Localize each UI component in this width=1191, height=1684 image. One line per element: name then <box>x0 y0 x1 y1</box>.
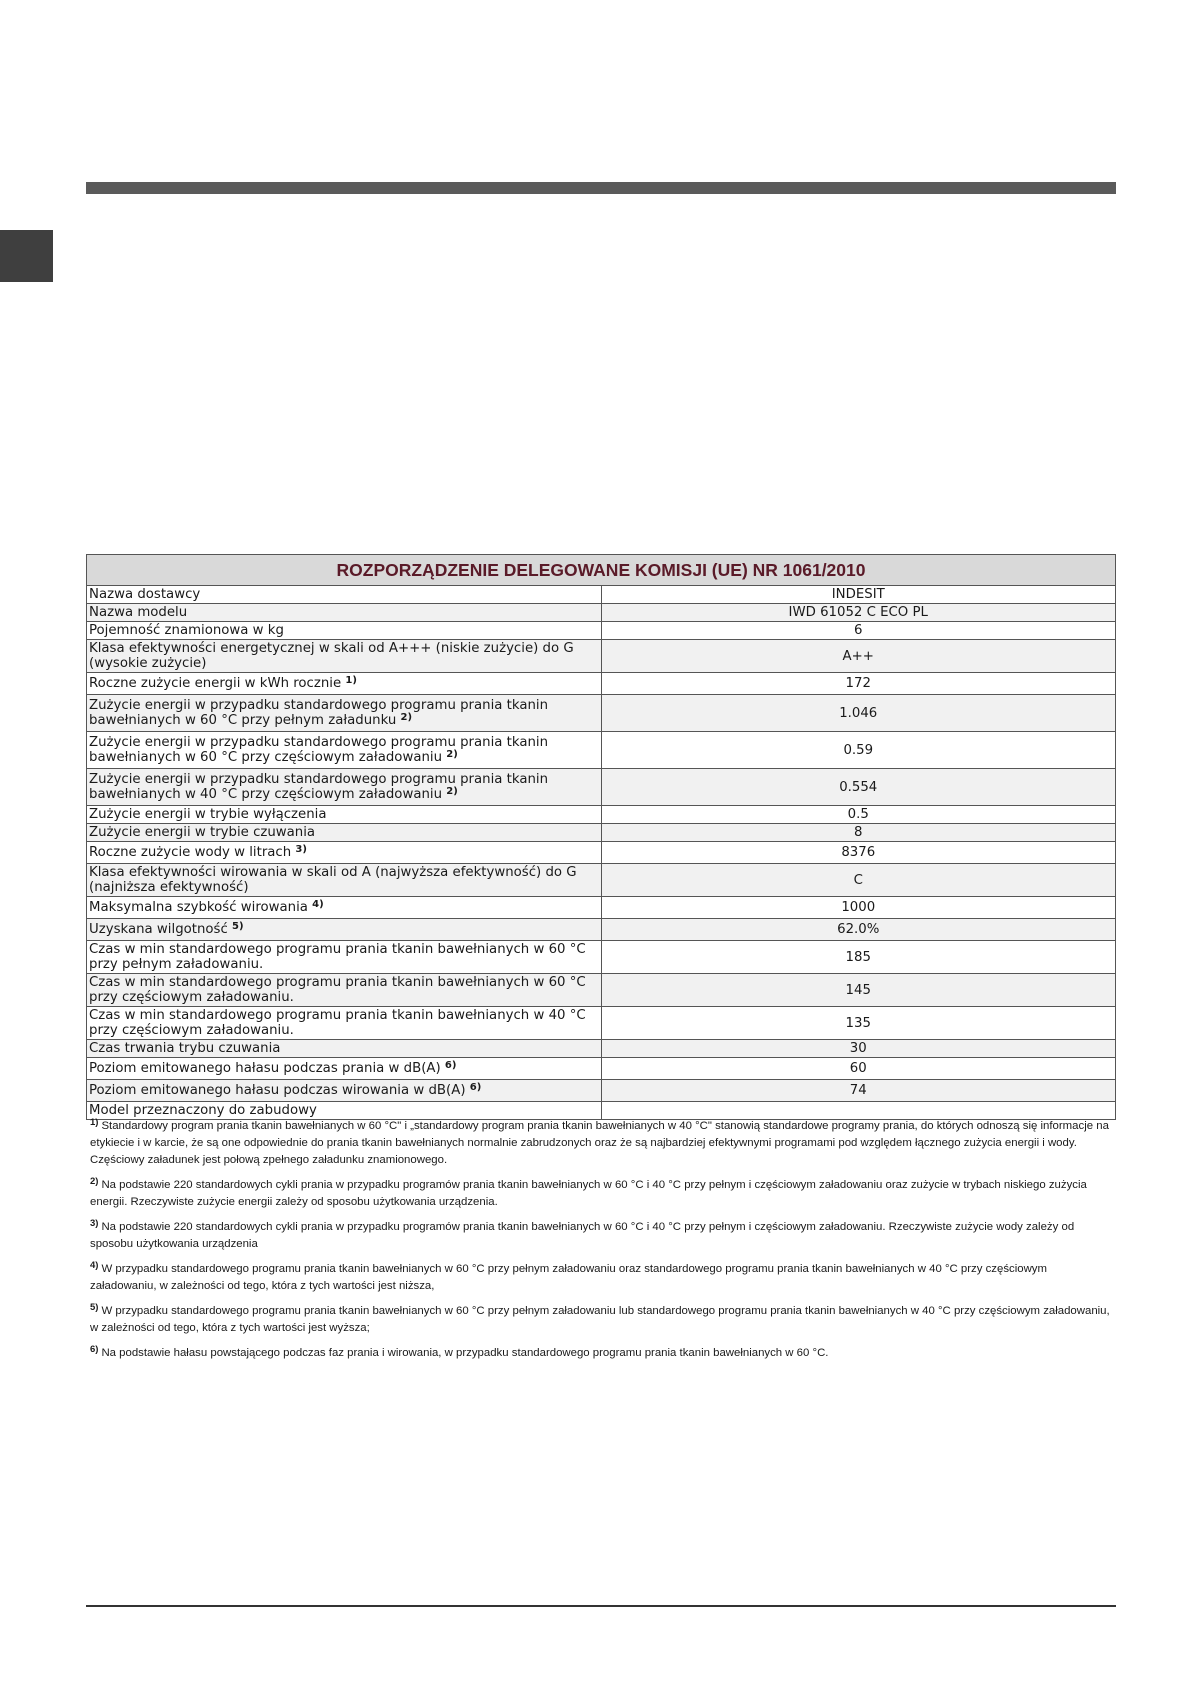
footnote-text: Na podstawie 220 standardowych cykli prania w przypadku programów prania tkanin bawełnianych w 60 °C i 40 °C przy pełnym i częściowym załadowaniu oraz zużycie w trybach niskiego zużycia energii. Rzeczywiste zużycie energii zależy od sposobu użytkowania urządzenia. <box>90 1179 1087 1208</box>
footnote-ref: 6) <box>469 1082 482 1093</box>
row-label-text: Czas w min standardowego programu prania tkanin bawełnianych w 60 °C przy częściowym załadowaniu. <box>89 975 586 1005</box>
table-row <box>87 842 1116 864</box>
row-label <box>87 732 602 769</box>
footnote <box>90 1118 1116 1169</box>
row-value: C <box>601 864 1116 897</box>
row-value: 0.554 <box>601 769 1116 806</box>
row-label <box>87 586 602 604</box>
footnote-text: Na podstawie 220 standardowych cykli prania w przypadku programów prania tkanin bawełnianych w 60 °C i 40 °C przy pełnym i częściowym załadowaniu. Rzeczywiste zużycie wody zależy od sposobu użytkowania urządzenia <box>90 1221 1075 1250</box>
table-row <box>87 864 1116 897</box>
table-row <box>87 769 1116 806</box>
row-label <box>87 806 602 824</box>
row-label-text: Roczne zużycie wody w litrach <box>89 845 292 860</box>
footnote-text: W przypadku standardowego programu prania tkanin bawełnianych w 60 °C przy pełnym załadowaniu lub standardowego programu prania tkanin bawełnianych w 40 °C przy częściowym załadowaniu, w zależności od tego, która z tych wartości jest wyższa; <box>90 1305 1110 1334</box>
row-value: 8 <box>601 824 1116 842</box>
table-row <box>87 919 1116 941</box>
row-label-text: Czas w min standardowego programu prania tkanin bawełnianych w 40 °C przy częściowym załadowaniu. <box>89 1008 586 1038</box>
footnote <box>90 1219 1116 1253</box>
row-value: 185 <box>601 941 1116 974</box>
table-row <box>87 1007 1116 1040</box>
footnote-text: Standardowy program prania tkanin bawełnianych w 60 °C" i „standardowy program prania tkanin bawełnianych w 40 °C" stanowią standardowe programy prania, do których odnoszą się informacje na etykiecie i w karcie, że są one odpowiednie do prania tkanin bawełnianych normalnie zabrudzonych oraz że są najbardziej efektywnymi programami pod względem łącznego zużycia energii i wody. Częściowy załadunek jest połową zpełnego załadunku znamionowego. <box>90 1120 1109 1166</box>
footnote-mark: 5) <box>90 1302 99 1313</box>
footnote <box>90 1177 1116 1211</box>
row-label-text: Model przeznaczony do zabudowy <box>89 1103 317 1118</box>
footnote-text: Na podstawie hałasu powstającego podczas faz prania i wirowania, w przypadku standardowego programu prania tkanin bawełnianych w 60 °C. <box>101 1347 829 1359</box>
row-value: 135 <box>601 1007 1116 1040</box>
footnote-ref: 6) <box>444 1060 457 1071</box>
header-bar <box>86 182 1116 194</box>
table-row <box>87 1080 1116 1102</box>
footnote-ref: 4) <box>312 899 324 910</box>
footnote-ref: 2) <box>446 749 458 760</box>
row-label-text: Uzyskana wilgotność <box>89 922 228 937</box>
footnote-text: W przypadku standardowego programu prania tkanin bawełnianych w 60 °C przy pełnym załadowaniu oraz standardowego programu prania tkanin bawełnianych w 40 °C przy częściowym załadowaniu, w zależności od tego, która z tych wartości jest niższa, <box>90 1263 1047 1292</box>
table-row <box>87 673 1116 695</box>
row-label-text: Zużycie energii w przypadku standardowego programu prania tkanin bawełnianych w 60 °C przy pełnym załadunku <box>89 698 549 728</box>
row-value: 62.0% <box>601 919 1116 941</box>
row-label <box>87 842 602 864</box>
section-tab-marker <box>0 230 53 282</box>
footnote <box>90 1345 1116 1362</box>
row-label-text: Klasa efektywności wirowania w skali od A (najwyższa efektywność) do G (najniższa efektywność) <box>89 865 577 895</box>
footnote <box>90 1303 1116 1337</box>
row-label <box>87 1080 602 1102</box>
table-row <box>87 897 1116 919</box>
table-row <box>87 586 1116 604</box>
row-value: 60 <box>601 1058 1116 1080</box>
table-row <box>87 1102 1116 1120</box>
table-body <box>87 586 1116 1120</box>
row-label <box>87 919 602 941</box>
row-label <box>87 622 602 640</box>
row-value <box>601 1102 1116 1120</box>
row-value: 0.5 <box>601 806 1116 824</box>
row-label-text: Maksymalna szybkość wirowania <box>89 900 308 915</box>
table-row <box>87 695 1116 732</box>
footnote-ref: 3) <box>295 844 307 855</box>
footnote-mark: 6) <box>90 1344 99 1355</box>
row-label-text: Zużycie energii w przypadku standardowego programu prania tkanin bawełnianych w 60 °C przy częściowym załadowaniu <box>89 735 549 765</box>
footnote-ref: 2) <box>446 786 458 797</box>
footnotes <box>90 1118 1116 1370</box>
row-value: IWD 61052 C ECO PL <box>601 604 1116 622</box>
row-label <box>87 941 602 974</box>
row-label-text: Nazwa modelu <box>89 605 188 620</box>
row-label <box>87 640 602 673</box>
row-label-text: Nazwa dostawcy <box>89 587 201 602</box>
footnote <box>90 1261 1116 1295</box>
table-row <box>87 732 1116 769</box>
row-label-text: Klasa efektywności energetycznej w skali od A+++ (niskie zużycie) do G (wysokie zużycie) <box>89 641 574 671</box>
row-label-text: Poziom emitowanego hałasu podczas prania w dB(A) <box>89 1061 441 1076</box>
row-label-text: Roczne zużycie energii w kWh rocznie <box>89 676 342 691</box>
row-label <box>87 864 602 897</box>
row-label <box>87 824 602 842</box>
row-label <box>87 769 602 806</box>
footnote-ref: 2) <box>400 712 413 723</box>
table-title: ROZPORZĄDZENIE DELEGOWANE KOMISJI (UE) NR 1061/2010 <box>87 555 1116 586</box>
table-row <box>87 1058 1116 1080</box>
row-value: 1000 <box>601 897 1116 919</box>
row-label-text: Czas trwania trybu czuwania <box>89 1041 281 1056</box>
row-label <box>87 695 602 732</box>
footnote-ref: 5) <box>232 921 244 932</box>
table-row <box>87 941 1116 974</box>
row-value: 74 <box>601 1080 1116 1102</box>
footnote-mark: 2) <box>90 1176 99 1187</box>
row-label <box>87 1007 602 1040</box>
row-value: 8376 <box>601 842 1116 864</box>
row-label-text: Zużycie energii w trybie wyłączenia <box>89 807 327 822</box>
row-value: 145 <box>601 974 1116 1007</box>
row-label <box>87 604 602 622</box>
table-row <box>87 604 1116 622</box>
table-row <box>87 1040 1116 1058</box>
row-label-text: Zużycie energii w przypadku standardowego programu prania tkanin bawełnianych w 40 °C przy częściowym załadowaniu <box>89 772 549 802</box>
row-value: INDESIT <box>601 586 1116 604</box>
table-row <box>87 806 1116 824</box>
row-value: 0.59 <box>601 732 1116 769</box>
row-label-text: Zużycie energii w trybie czuwania <box>89 825 316 840</box>
footnote-mark: 1) <box>90 1117 99 1128</box>
row-label <box>87 673 602 695</box>
row-label <box>87 1102 602 1120</box>
footer-rule <box>86 1605 1116 1607</box>
row-value: A++ <box>601 640 1116 673</box>
row-value: 6 <box>601 622 1116 640</box>
table-row <box>87 824 1116 842</box>
row-value: 172 <box>601 673 1116 695</box>
footnote-mark: 4) <box>90 1260 99 1271</box>
row-value: 30 <box>601 1040 1116 1058</box>
table-row <box>87 640 1116 673</box>
row-label <box>87 897 602 919</box>
row-label-text: Pojemność znamionowa w kg <box>89 623 284 638</box>
row-label <box>87 1058 602 1080</box>
row-label-text: Poziom emitowanego hałasu podczas wirowania w dB(A) <box>89 1083 466 1098</box>
footnote-ref: 1) <box>345 675 357 686</box>
row-label <box>87 974 602 1007</box>
footnote-mark: 3) <box>90 1218 99 1229</box>
regulation-table <box>86 554 1116 1120</box>
row-label <box>87 1040 602 1058</box>
table-row <box>87 974 1116 1007</box>
row-value: 1.046 <box>601 695 1116 732</box>
table-row <box>87 622 1116 640</box>
row-label-text: Czas w min standardowego programu prania tkanin bawełnianych w 60 °C przy pełnym załadowaniu. <box>89 942 586 972</box>
